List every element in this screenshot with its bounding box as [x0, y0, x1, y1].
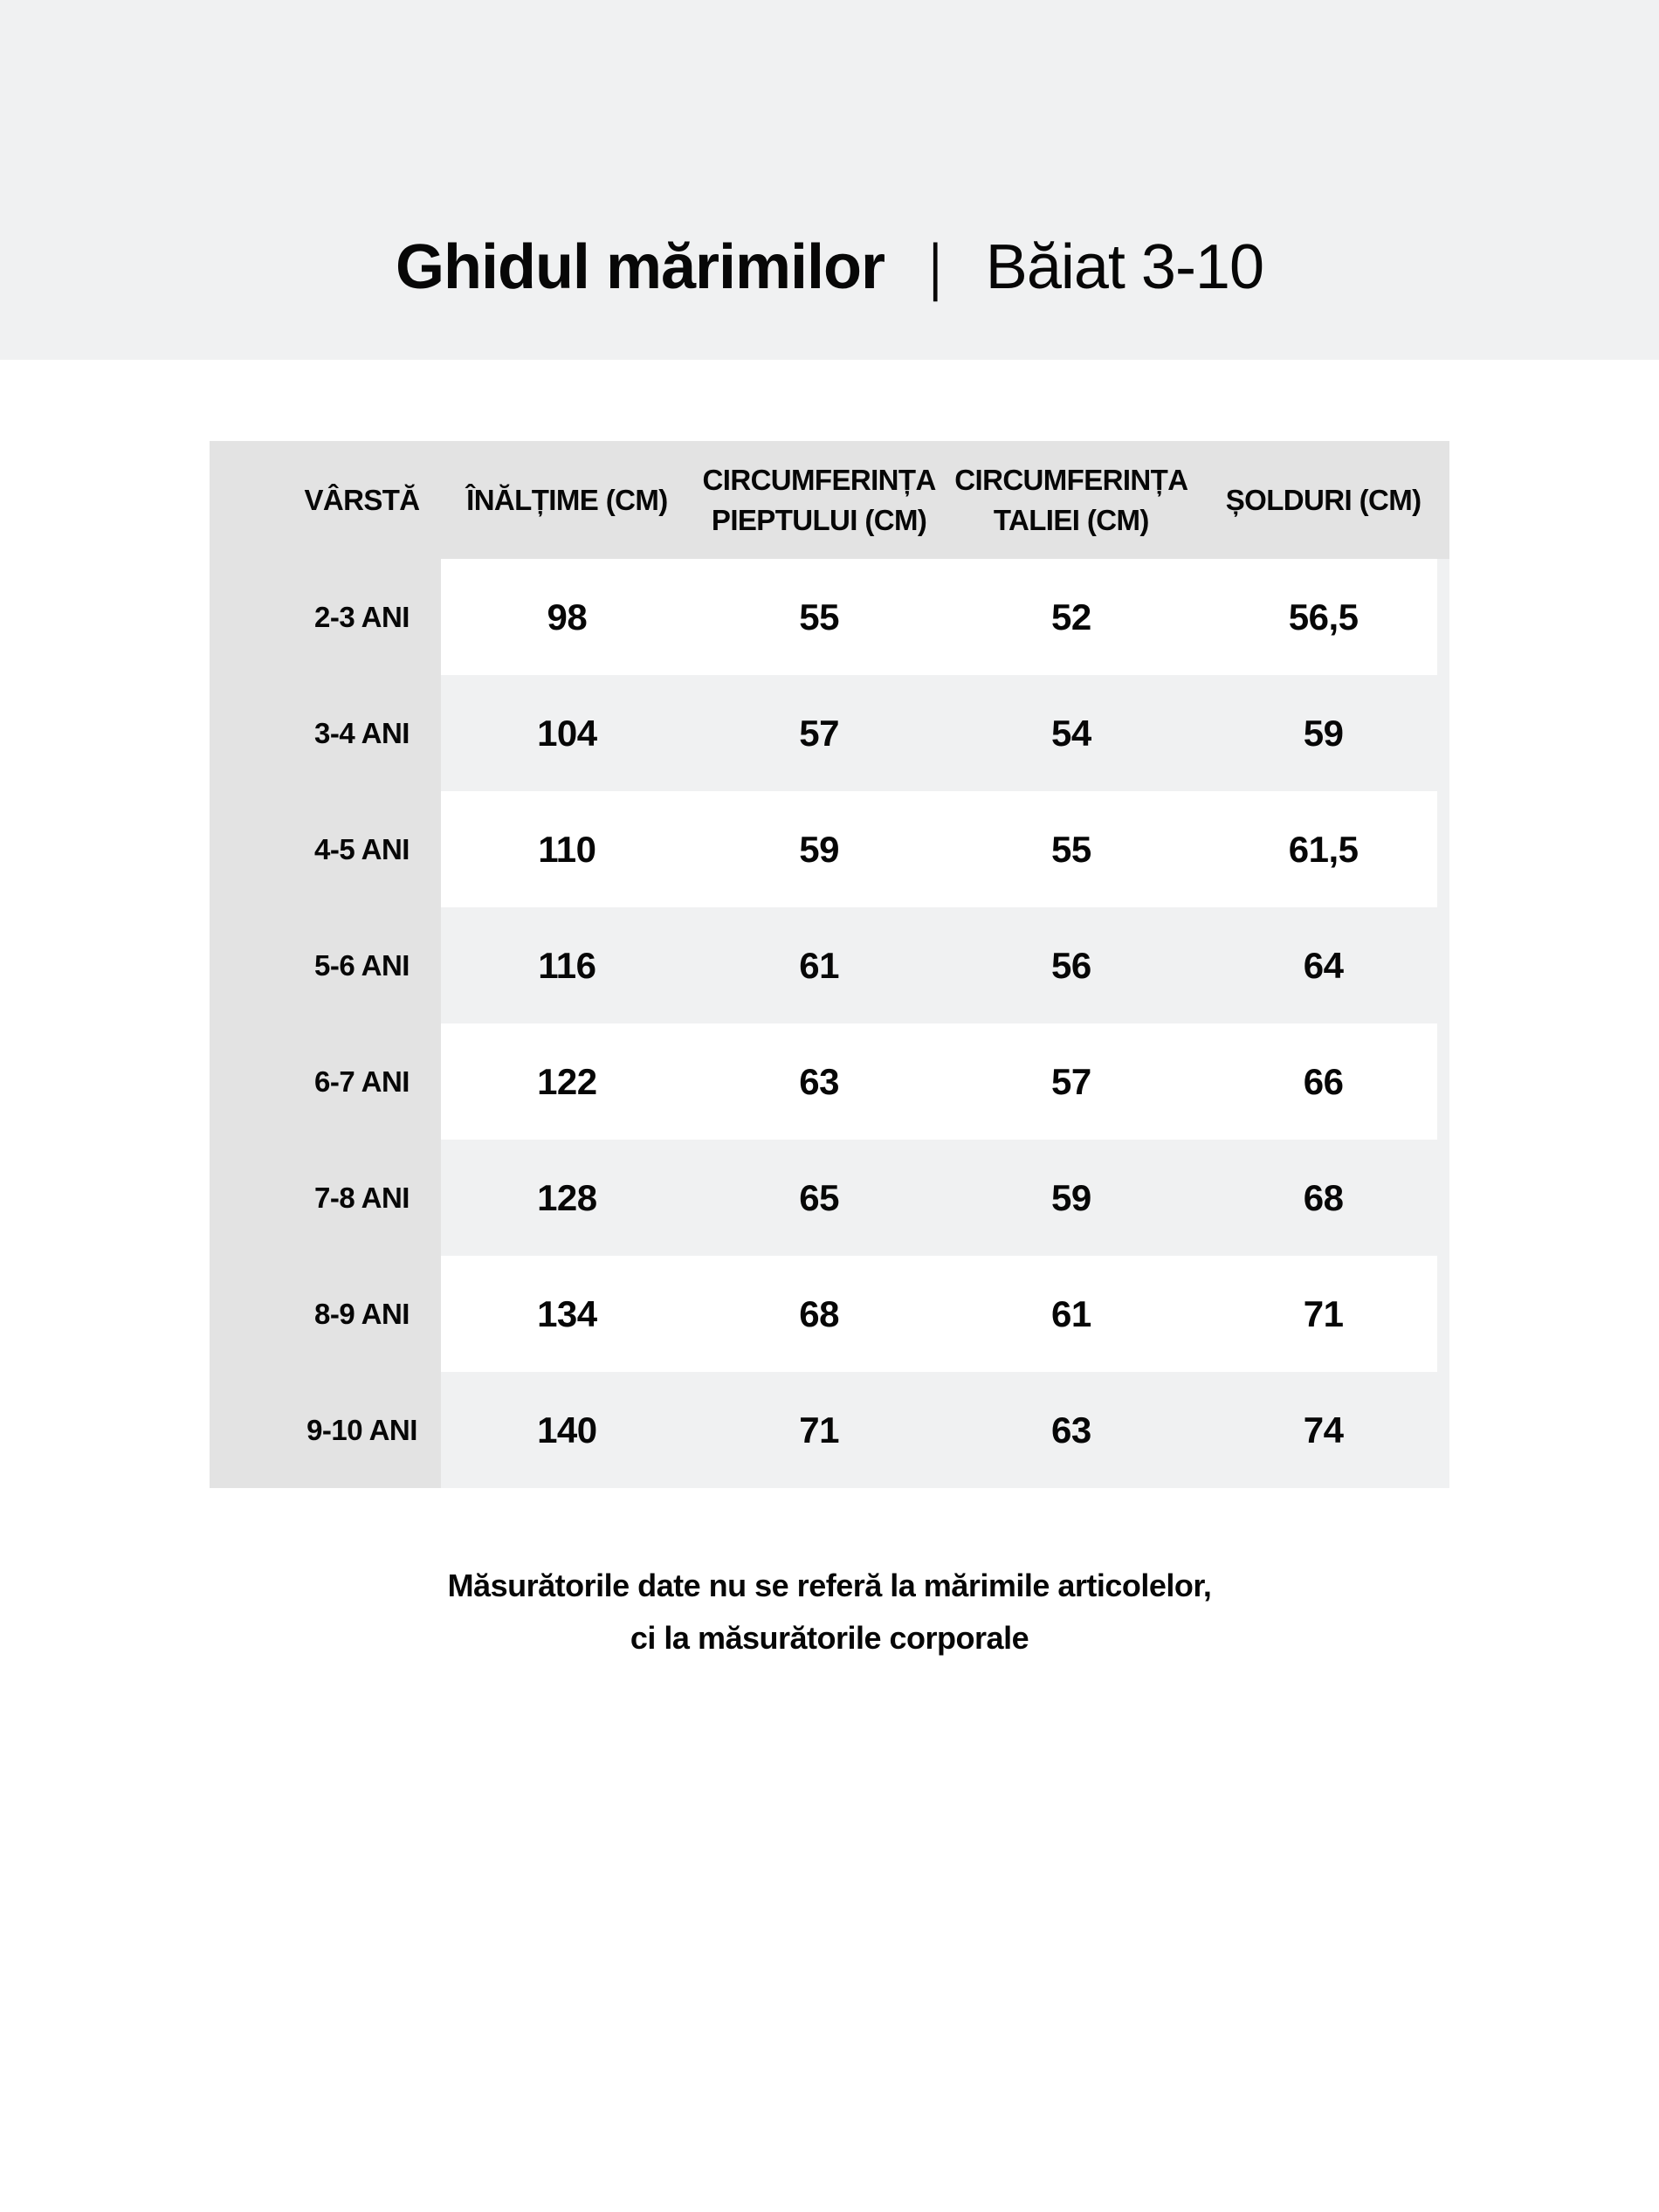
header-label-line1: CIRCUMFERINȚA — [702, 463, 936, 496]
title-band — [0, 0, 1659, 360]
cell-waist: 63 — [946, 1372, 1198, 1488]
cell-waist: 59 — [946, 1140, 1198, 1256]
header-label: ÎNĂLȚIME (CM) — [466, 483, 668, 516]
table-row — [210, 1256, 1449, 1372]
cell-waist: 55 — [1051, 828, 1091, 870]
cell-chest: 71 — [693, 1372, 946, 1488]
table-row — [210, 559, 1449, 675]
cell-waist: 57 — [1051, 1060, 1091, 1102]
cell-waist: 56 — [946, 907, 1198, 1023]
header-cell-age — [210, 441, 441, 559]
cell-hips: 68 — [1197, 1140, 1449, 1256]
row-age-label: 7-8 ANI — [210, 1140, 441, 1256]
row-age-label: 8-9 ANI — [210, 1256, 441, 1372]
table-row — [210, 907, 1449, 1023]
table-row — [210, 675, 1449, 791]
cell-chest: 61 — [693, 907, 946, 1023]
cell-chest: 59 — [799, 828, 839, 870]
size-guide-table — [210, 441, 1449, 1488]
cell-hips: 64 — [1197, 907, 1449, 1023]
title-main: Ghidul mărimilor — [395, 232, 885, 303]
page-title — [396, 231, 1263, 304]
cell-chest: 65 — [693, 1140, 946, 1256]
title-separator: | — [928, 232, 942, 303]
disclaimer-line1: Măsurătorile date nu se referă la mărimile articolelor, — [447, 1568, 1212, 1603]
header-label-line1: CIRCUMFERINȚA — [954, 463, 1188, 496]
header-cell-waist — [946, 441, 1198, 559]
cell-height: 140 — [441, 1372, 693, 1488]
table-row — [210, 1140, 1449, 1256]
header-cell-height — [441, 441, 693, 559]
table-header-row — [210, 441, 1449, 559]
row-age-label: 4-5 ANI — [210, 791, 441, 907]
cell-chest: 68 — [799, 1292, 839, 1334]
header-cell-hips — [1197, 441, 1449, 559]
cell-hips: 71 — [1303, 1292, 1344, 1334]
row-age-label: 2-3 ANI — [210, 559, 441, 675]
cell-hips: 56,5 — [1288, 596, 1359, 637]
cell-height: 104 — [441, 675, 693, 791]
cell-hips: 61,5 — [1288, 828, 1359, 870]
title-subtitle: Băiat 3-10 — [985, 232, 1264, 303]
header-label-line2: TALIEI (CM) — [993, 503, 1149, 536]
header-label: ȘOLDURI (CM) — [1225, 483, 1422, 516]
header-label: VÂRSTĂ — [304, 483, 420, 516]
cell-height: 98 — [547, 596, 588, 637]
cell-hips: 59 — [1197, 675, 1449, 791]
table-row — [210, 1023, 1449, 1140]
header-label-line2: PIEPTULUI (CM) — [711, 503, 927, 536]
table-right-gutter — [1437, 559, 1449, 1488]
row-age-label: 5-6 ANI — [210, 907, 441, 1023]
disclaimer-line2: ci la măsurătorile corporale — [630, 1620, 1029, 1656]
disclaimer-note — [0, 1560, 1659, 1664]
cell-waist: 54 — [946, 675, 1198, 791]
cell-chest: 63 — [799, 1060, 839, 1102]
table-row — [210, 1372, 1449, 1488]
header-cell-chest — [693, 441, 946, 559]
cell-height: 110 — [538, 828, 596, 870]
row-age-label: 9-10 ANI — [210, 1372, 441, 1488]
cell-waist: 61 — [1051, 1292, 1091, 1334]
cell-height: 128 — [441, 1140, 693, 1256]
cell-chest: 57 — [693, 675, 946, 791]
cell-hips: 66 — [1303, 1060, 1344, 1102]
table-row — [210, 791, 1449, 907]
row-age-label: 6-7 ANI — [210, 1023, 441, 1140]
cell-waist: 52 — [1051, 596, 1091, 637]
cell-hips: 74 — [1197, 1372, 1449, 1488]
cell-height: 116 — [441, 907, 693, 1023]
cell-height: 134 — [537, 1292, 597, 1334]
cell-chest: 55 — [799, 596, 839, 637]
cell-height: 122 — [537, 1060, 597, 1102]
row-age-label: 3-4 ANI — [210, 675, 441, 791]
